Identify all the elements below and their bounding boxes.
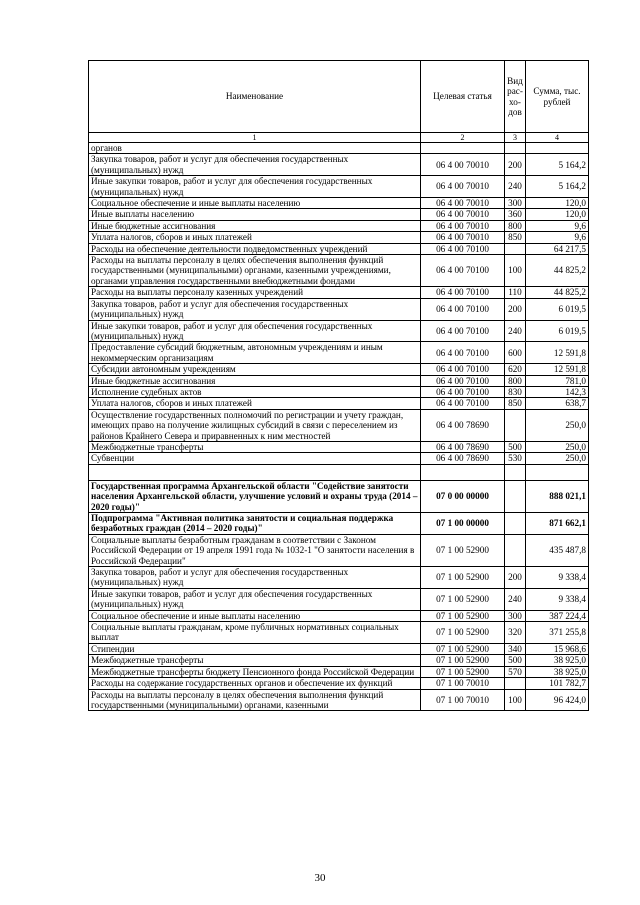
row-vid: 240 [505,588,526,610]
table-row [89,364,589,375]
row-name: Субсидии автономным учреждениям [89,364,421,375]
table-row [89,689,589,711]
row-vid [505,480,526,512]
row-vid: 850 [505,398,526,409]
row-sum: 142,3 [526,386,589,397]
row-sum: 120,0 [526,198,589,209]
budget-table-container [88,60,588,711]
table-row [89,464,589,480]
table-row [89,534,589,566]
row-name: Расходы на выплаты персоналу казенных учреждений [89,287,421,298]
row-vid: 850 [505,232,526,243]
row-name: Иные закупки товаров, работ и услуг для обеспечения государственных (муниципальных) нужд [89,176,421,198]
row-name: Межбюджетные трансферты [89,441,421,452]
row-sum: 9 338,4 [526,588,589,610]
table-row [89,666,589,677]
row-code: 07 0 00 00000 [421,480,505,512]
row-code: 06 4 00 70010 [421,220,505,231]
row-vid [505,678,526,689]
row-vid: 830 [505,386,526,397]
row-sum: 15 968,6 [526,643,589,654]
column-number-2: 2 [421,133,505,143]
row-vid: 300 [505,610,526,621]
row-code: 07 1 00 00000 [421,513,505,535]
row-code: 06 4 00 78690 [421,409,505,441]
table-row [89,298,589,320]
table-row [89,198,589,209]
row-sum: 6 019,5 [526,320,589,342]
row-sum: 9 338,4 [526,567,589,589]
row-vid: 200 [505,298,526,320]
table-row [89,567,589,589]
row-vid: 360 [505,209,526,220]
row-vid [505,534,526,566]
budget-table [88,60,589,711]
table-row [89,386,589,397]
row-vid: 200 [505,154,526,176]
column-numbers-row [89,133,589,143]
row-vid [505,143,526,154]
row-name: Иные бюджетные ассигнования [89,220,421,231]
table-row [89,176,589,198]
row-name: Иные закупки товаров, работ и услуг для обеспечения государственных (муниципальных) нужд [89,320,421,342]
row-sum: 250,0 [526,409,589,441]
row-sum [526,464,589,480]
row-code: 06 4 00 70100 [421,243,505,254]
table-row [89,209,589,220]
table-row [89,409,589,441]
row-sum: 5 164,2 [526,154,589,176]
column-number-3: 3 [505,133,526,143]
table-row [89,610,589,621]
row-name: Закупка товаров, работ и услуг для обеспечения государственных (муниципальных) нужд [89,154,421,176]
row-code: 07 1 00 52900 [421,622,505,644]
row-code: 06 4 00 78690 [421,453,505,464]
row-name: Стипендии [89,643,421,654]
header-sum: Сумма, тыс. рублей [526,61,589,133]
table-row [89,232,589,243]
table-row [89,320,589,342]
row-vid: 110 [505,287,526,298]
row-name: органов [89,143,421,154]
table-row [89,375,589,386]
row-sum: 12 591,8 [526,342,589,364]
row-name: Подпрограмма "Активная политика занятости и социальная поддержка безработных граждан (2014 – 2020 годы)" [89,513,421,535]
row-sum: 250,0 [526,453,589,464]
row-code: 06 4 00 78690 [421,441,505,452]
row-sum: 101 782,7 [526,678,589,689]
table-row [89,243,589,254]
row-code: 07 1 00 70010 [421,689,505,711]
table-body [89,143,589,711]
row-code: 06 4 00 70010 [421,154,505,176]
row-sum: 64 217,5 [526,243,589,254]
row-code: 06 4 00 70100 [421,320,505,342]
row-vid: 500 [505,655,526,666]
row-code: 06 4 00 70100 [421,364,505,375]
row-sum: 9,6 [526,220,589,231]
table-row [89,143,589,154]
row-sum: 888 021,1 [526,480,589,512]
row-vid: 340 [505,643,526,654]
row-code: 07 1 00 52900 [421,610,505,621]
row-name: Закупка товаров, работ и услуг для обеспечения государственных (муниципальных) нужд [89,298,421,320]
row-code: 07 1 00 52900 [421,655,505,666]
row-code: 06 4 00 70010 [421,198,505,209]
row-vid: 570 [505,666,526,677]
table-row [89,453,589,464]
row-name: Исполнение судебных актов [89,386,421,397]
row-vid: 800 [505,220,526,231]
row-code: 07 1 00 52900 [421,534,505,566]
row-code: 07 1 00 70010 [421,678,505,689]
row-vid: 800 [505,375,526,386]
row-sum: 387 224,4 [526,610,589,621]
row-code: 07 1 00 52900 [421,567,505,589]
row-name: Социальные выплаты безработным гражданам в соответствии с Законом Российской Федерации от 19 апреля 1991 года № 1032-1 "О занятости населения в Российской Федерации" [89,534,421,566]
table-row [89,220,589,231]
row-name: Расходы на выплаты персоналу в целях обеспечения выполнения функций государственными (муниципальными) органами, казенными учреждениями, органами управления государственными внебюджетными фондами [89,255,421,287]
row-name: Иные выплаты населению [89,209,421,220]
page-number: 30 [314,872,326,884]
row-name: Иные закупки товаров, работ и услуг для обеспечения государственных (муниципальных) нужд [89,588,421,610]
row-code: 06 4 00 70100 [421,255,505,287]
row-vid: 500 [505,441,526,452]
table-row [89,287,589,298]
row-code: 07 1 00 52900 [421,643,505,654]
row-name: Осуществление государственных полномочий по регистрации и учету граждан, имеющих право на получение жилищных субсидий в связи с переселением из районов Крайнего Севера и приравненных к ним местностей [89,409,421,441]
row-vid: 200 [505,567,526,589]
row-sum: 250,0 [526,441,589,452]
row-code: 06 4 00 70100 [421,375,505,386]
row-code: 06 4 00 70100 [421,287,505,298]
header-code: Целевая статья [421,61,505,133]
row-sum: 9,6 [526,232,589,243]
row-code: 07 1 00 52900 [421,666,505,677]
row-name: Межбюджетные трансферты [89,655,421,666]
row-code: 06 4 00 70100 [421,398,505,409]
row-vid [505,513,526,535]
row-sum: 120,0 [526,209,589,220]
row-sum [526,143,589,154]
row-sum: 5 164,2 [526,176,589,198]
row-sum: 6 019,5 [526,298,589,320]
header-name: Наименование [89,61,421,133]
row-sum: 638,7 [526,398,589,409]
row-code: 06 4 00 70100 [421,298,505,320]
row-sum: 44 825,2 [526,255,589,287]
row-sum: 12 591,8 [526,364,589,375]
table-header-row [89,61,589,133]
row-sum: 44 825,2 [526,287,589,298]
row-code: 06 4 00 70010 [421,176,505,198]
row-code: 06 4 00 70010 [421,209,505,220]
row-code: 06 4 00 70100 [421,342,505,364]
row-vid: 300 [505,198,526,209]
row-sum: 871 662,1 [526,513,589,535]
row-name: Иные бюджетные ассигнования [89,375,421,386]
row-name: Межбюджетные трансферты бюджету Пенсионного фонда Российской Федерации [89,666,421,677]
header-vid: Вид рас-хо-дов [505,61,526,133]
row-name: Социальные выплаты гражданам, кроме публичных нормативных социальных выплат [89,622,421,644]
row-sum: 781,0 [526,375,589,386]
row-code: 06 4 00 70010 [421,232,505,243]
row-name: Закупка товаров, работ и услуг для обеспечения государственных (муниципальных) нужд [89,567,421,589]
row-vid: 530 [505,453,526,464]
table-row [89,342,589,364]
row-code [421,143,505,154]
table-row [89,441,589,452]
row-code [421,464,505,480]
table-row [89,480,589,512]
row-vid: 100 [505,689,526,711]
row-vid [505,409,526,441]
row-vid: 240 [505,176,526,198]
table-row [89,643,589,654]
table-row [89,398,589,409]
table-row [89,255,589,287]
row-sum: 435 487,8 [526,534,589,566]
row-sum: 38 925,0 [526,655,589,666]
row-vid: 100 [505,255,526,287]
row-name: Социальное обеспечение и иные выплаты населению [89,198,421,209]
row-name: Уплата налогов, сборов и иных платежей [89,232,421,243]
row-vid [505,464,526,480]
row-name [89,464,421,480]
row-name: Государственная программа Архангельской области "Содействие занятости населения Архангельской области, улучшение условий и охраны труда (2014 – 2020 годы)" [89,480,421,512]
row-name: Предоставление субсидий бюджетным, автономным учреждениям и иным некоммерческим организациям [89,342,421,364]
row-name: Уплата налогов, сборов и иных платежей [89,398,421,409]
row-vid: 600 [505,342,526,364]
row-sum: 96 424,0 [526,689,589,711]
table-row [89,678,589,689]
row-name: Расходы на обеспечение деятельности подведомственных учреждений [89,243,421,254]
row-vid [505,243,526,254]
row-code: 07 1 00 52900 [421,588,505,610]
column-number-4: 4 [526,133,589,143]
row-vid: 240 [505,320,526,342]
row-name: Расходы на выплаты персоналу в целях обеспечения выполнения функций государственными (муниципальными) органами, казенными [89,689,421,711]
row-sum: 371 255,8 [526,622,589,644]
row-code: 06 4 00 70100 [421,386,505,397]
table-row [89,513,589,535]
table-row [89,588,589,610]
column-number-1: 1 [89,133,421,143]
table-row [89,622,589,644]
row-vid: 320 [505,622,526,644]
table-row [89,154,589,176]
table-row [89,655,589,666]
row-name: Субвенции [89,453,421,464]
row-name: Социальное обеспечение и иные выплаты населению [89,610,421,621]
row-sum: 38 925,0 [526,666,589,677]
row-vid: 620 [505,364,526,375]
row-name: Расходы на содержание государственных органов и обеспечение их функций [89,678,421,689]
